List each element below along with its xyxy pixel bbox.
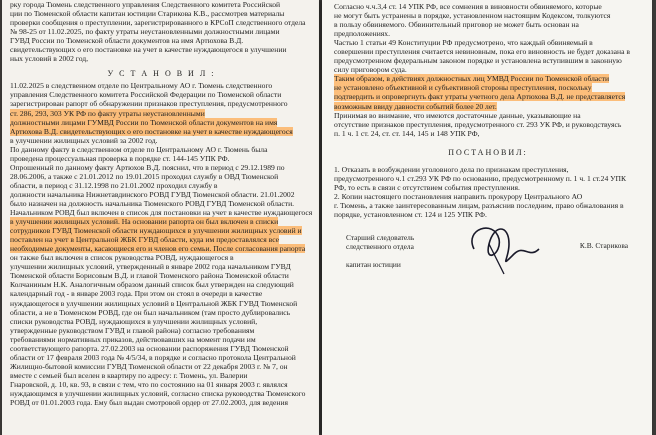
text-line: он также был включен в список руководства РОВД, нуждающегося в bbox=[10, 253, 234, 263]
text-line: предусмотренном федеральным законом порядке и установлена вступившим в законную bbox=[334, 56, 622, 66]
text-line: 11.02.2025 в следственном отделе по Центральному АО г. Тюмень следственного bbox=[10, 81, 273, 91]
text-line: порядке, установленном ст. 124 и 125 УПК РФ. bbox=[334, 209, 487, 219]
text-line: требованиями нормативных приказов, действовавших на момент подачи им bbox=[10, 334, 256, 344]
text-line: Согласно ч.ч.3,4 ст. 14 УПК РФ, все сомнения в виновности обвиняемого, которые bbox=[334, 2, 602, 11]
text-line: проверки сообщения о преступлении, зарегистрированного в КРСоП следственного отдела bbox=[10, 18, 306, 28]
right-document-page bbox=[322, 0, 652, 435]
findings-body bbox=[10, 81, 313, 407]
section-title-ustanovil: У С Т А Н О В И Л : bbox=[107, 69, 216, 79]
text-line: управления Следственного комитета Российской Федерации по Тюменской области bbox=[10, 90, 282, 100]
text-line: календарный год - в январе 2003 года. При этом он стоял в очереди в качестве bbox=[10, 289, 263, 299]
text-line: Артюхова В.Д. свидетельствующих о его постановке на учет в качестве нуждающегося bbox=[10, 126, 293, 136]
text-line: в улучшении жилищных условий. На основании рапорта он был включен в списки bbox=[10, 217, 279, 227]
text-line: По данному факту в следственном отделе по Центральному АО г. Тюмень была bbox=[10, 144, 268, 154]
left-page-text bbox=[2, 0, 319, 407]
text-line: РФ, то есть в связи с отсутствием события преступления. bbox=[334, 182, 520, 192]
text-line: необходимые документы, касающиеся его и членов его семьи. После согласования рапорта bbox=[10, 244, 306, 254]
text-line: ции по Тюменской области капитан юстиции Старикова К.В., рассмотрев материалы bbox=[10, 9, 285, 19]
text-line: области от 17 февраля 2003 года № 4/5/34, в порядке и согласно протокола Центральной bbox=[10, 352, 296, 362]
signer-line: капитан юстиции bbox=[346, 260, 401, 270]
text-line: поставлен на учет в Центральной ЖБК ГУВД области, куда им предоставлялся все bbox=[10, 235, 280, 245]
text-line: Тюменской области Борисовым В.Д. и главой Тюменского района Тюменской области bbox=[10, 271, 289, 281]
text-line: проведена процессуальная проверка в порядке ст. 144-145 УПК РФ. bbox=[10, 153, 230, 163]
text-line: улучшении жилищных условий, утвержденный в январе 2002 года начальником ГУВД bbox=[10, 262, 291, 272]
text-line: 1. Отказать в возбуждении уголовного дела по признакам преступления, bbox=[334, 164, 569, 174]
text-line: свидетельствующих о его постановке на учет в качестве нуждающегося в улучшении bbox=[10, 45, 287, 55]
text-line: возможным ввиду давности событий более 20 лет. bbox=[334, 101, 497, 111]
text-line: Гнаровской, д. 10, кв. 93, в связи с тем, что по состоянию на 01 января 2003 г. являлся bbox=[10, 379, 288, 389]
text-line: ст. 286, 293, 303 УК РФ по факту утраты неустановленными bbox=[10, 108, 205, 118]
text-line: вместе с семьей был вселен в квартиру по адресу: г. Тюмень, ул. Валерии bbox=[10, 370, 248, 380]
text-line: не установлено объективной и субъективной стороны преступления, поскольку bbox=[334, 83, 592, 93]
text-line: рку города Тюмень следственного управления Следственного комитета Российской bbox=[10, 0, 281, 9]
text-line: Принимая во внимание, что имеются достаточные данные, указывающие на bbox=[334, 110, 581, 120]
text-line: нуждающегося в улучшении жилищных условий в Центральной ЖБК ГУВД Тюменской bbox=[10, 298, 298, 308]
text-line: предусмотренного ч.1 ст.293 УК РФ по основанию, предусмотренному п. 1 ч. 1 ст.24 УПК bbox=[334, 173, 627, 183]
text-line: Частью 1 статьи 49 Конституции РФ предусмотрено, что каждый обвиняемый в bbox=[334, 38, 593, 48]
text-line: должностными лицами ГУМВД России по Тюменской области документов на имя bbox=[10, 117, 278, 127]
text-line: сотрудников ГУВД Тюменской области нуждающихся в улучшении жилищных условий и bbox=[10, 226, 302, 236]
text-line: Таким образом, в действиях должностных лиц УМВД России по Тюменской области bbox=[334, 74, 610, 84]
text-line: ных условий в 2002 год, bbox=[10, 54, 89, 64]
text-line: области, в период с 31.12.1998 по 21.01.2002 проходил службу в bbox=[10, 180, 218, 190]
text-line: Жилищно-бытовой комиссии ГУВД Тюменской области от 22 декабря 2003 г. № 7, он bbox=[10, 361, 288, 371]
text-line: было назначен на должность начальника Тюменского РОВД ГУВД Тюменской области. bbox=[10, 198, 295, 208]
signer-name: К.В. Старикова bbox=[579, 241, 628, 251]
signer-title bbox=[346, 233, 414, 269]
section-title-postanovil: ПОСТАНОВИЛ: bbox=[448, 147, 528, 157]
signature-block bbox=[334, 225, 642, 295]
resolution-items bbox=[334, 165, 642, 219]
signer-line: следственного отдела bbox=[346, 242, 414, 252]
text-line: 2. Копии настоящего постановления направить прокурору Центрального АО bbox=[334, 191, 583, 201]
text-line: отсутствие признаков преступления, предусмотренного ст. 293 УК РФ, и руководствуясь bbox=[334, 119, 622, 129]
text-line: области, а не в Тюменском РОВД, где он был начальником (там просто дублировались bbox=[10, 307, 291, 317]
text-line: в улучшении жилищных условий за 2002 год. bbox=[10, 135, 158, 145]
text-line: РОВД от 01.01.2003 года. Ему был выдан смотровой ордер от 27.02.2003, для ведения bbox=[10, 398, 289, 408]
intro-paragraph bbox=[10, 0, 313, 63]
reasoning-paragraphs bbox=[334, 2, 642, 138]
text-line: соответствующего рапорта. 27.02.2003 на основании распоряжения ГУВД Тюменской bbox=[10, 343, 289, 353]
signer-line bbox=[346, 251, 414, 260]
text-line: нуждающимся в улучшении жилищных условий, согласно списка руководства Тюменского bbox=[10, 388, 306, 398]
text-line: не могут быть устранены в порядке, установленном настоящим Кодексом, толкуются bbox=[334, 11, 611, 21]
text-line: силу приговором суда. bbox=[334, 65, 407, 75]
left-document-page bbox=[2, 0, 319, 435]
text-line: списки руководства РОВД, нуждающихся в улучшении жилищных условий, bbox=[10, 316, 258, 326]
text-line: г. Тюмень, а также заинтересованным лицам, разъяснив последним, право обжалования в bbox=[334, 200, 624, 210]
text-line: утвержденные руководством ГУВД и главой района) согласно требованиям bbox=[10, 325, 255, 335]
text-line: п. 1 ч. 1 ст. 24, ст. ст. 144, 145 и 148 УПК РФ, bbox=[334, 128, 480, 138]
text-line: 28.06.2006, а также с 21.01.2012 по 19.01.2015 проходил службу в ОВД Тюменской bbox=[10, 171, 279, 181]
handwritten-signature bbox=[454, 219, 544, 279]
text-line: Опрошенный по данному факту Артюхов В.Д. пояснил, что в период с 29.12.1989 по bbox=[10, 162, 285, 172]
text-line: в пользу обвиняемого. Обвинительный приговор не может быть основан на bbox=[334, 20, 579, 30]
text-line: зарегистрирован рапорт об обнаружении признаков преступления, предусмотренного bbox=[10, 99, 288, 109]
text-line: подтвердить и опровергнуть факт утраты учетного дела Артюхова В.Д. не представляется bbox=[334, 92, 626, 102]
text-line: совершении преступления считается невиновным, пока его виновность не будет доказана в bbox=[334, 47, 630, 57]
text-line: должности начальника Нижнетавдинского РОВД ГУВД Тюменской области. 21.01.2002 bbox=[10, 189, 295, 199]
text-line: предположениях. bbox=[334, 29, 390, 39]
text-line: ГУВД России по Тюменской области документов на имя Артюхова В.Д. bbox=[10, 36, 244, 46]
text-line: Начальником РОВД был включен в список для постановки на учет в качестве нуждающегося bbox=[10, 208, 313, 218]
text-line: Колчаниным Н.К. Аналогичным образом данный список был утвержден на следующий bbox=[10, 280, 294, 290]
right-page-text bbox=[322, 0, 652, 295]
text-line: № 98-25 от 11.02.2025, по факту утраты неустановленными должностными лицами bbox=[10, 27, 280, 37]
signer-line: Старший следователь bbox=[346, 233, 415, 243]
